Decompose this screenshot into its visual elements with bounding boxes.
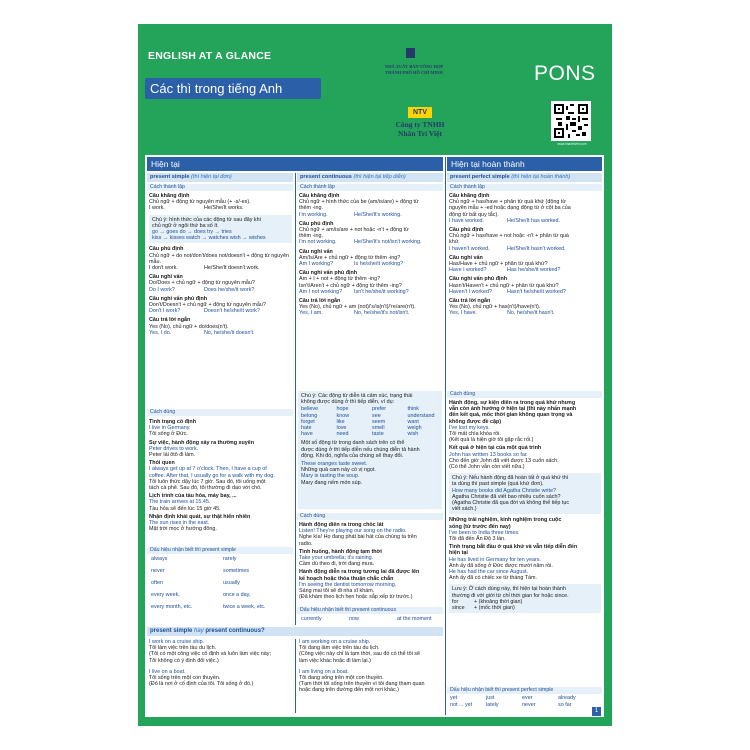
stative-verb-list (301, 406, 439, 437)
simple-use-block (149, 419, 292, 545)
perfect-note-vi2: (Agatha Christie đã qua đời và không thể tiếp tục (452, 500, 570, 507)
perfect-use1-vi1: Tôi mất chìa khóa rồi. (449, 431, 501, 438)
cont-use-label: Cách dùng (297, 513, 443, 520)
compare-l2-vi: Tôi sống trên một con thuyền. (149, 675, 221, 682)
perfect-use2-vi1: Cho đến giờ John đã viết được 13 cuốn sách. (449, 457, 559, 464)
perfect-use2-ex: John has written 13 books so far. (449, 451, 528, 458)
simple-sa-ex2: No, he/she/it doesn't. (204, 329, 255, 336)
cont-neg-desc1: Chủ ngữ + am/is/are + not hoặc -n't + động từ (299, 227, 409, 234)
simple-use3-ex2: coffee. After that, I usually go for a walk with my dog. (149, 472, 275, 479)
simple-use4-vi: Tàu hỏa sẽ đến lúc 15 giờ 45. (149, 505, 221, 512)
simple-use5-ex: The sun rises in the east. (149, 520, 210, 527)
simple-neg-examples (149, 265, 292, 271)
stative-verb: prefer (372, 406, 387, 413)
simple-aff-ex2: He/She/It works. (204, 205, 244, 212)
col-divider-2 (445, 157, 446, 715)
simple-sa-desc: Yes (No), chủ ngữ + do/does(n't). (149, 323, 229, 330)
cont-aff-desc2: thêm -ing. (299, 205, 323, 212)
past-simple-note (449, 473, 601, 514)
cont-note-line1: Chú ý: Các động từ diễn tả cảm xúc, trạng thái (301, 393, 413, 399)
cont-note-m2: được dùng ở thì tiếp diễn nếu chúng diễn tả hành (301, 446, 420, 453)
perfect-sa-ex1: Yes, I have. (449, 310, 477, 317)
signal-word: just (486, 695, 495, 701)
perfect-note-ex: How many books did Agatha Christie write? (452, 487, 556, 494)
perfect-q-ex2: Has he/she/it worked? (507, 267, 561, 274)
perfect-neg-desc1: Chủ ngữ + has/have + not hoặc -n't + phân từ quá (449, 233, 569, 240)
signal-word: always (151, 556, 168, 562)
signal-word: already (558, 695, 576, 701)
perfect-nq-ex1: Haven't I worked? (449, 288, 492, 295)
present-section-title: Hiện tại (147, 157, 443, 171)
perfect-signal-words (450, 695, 590, 709)
stative-verb: want (407, 418, 419, 425)
perfect-use3-vi: Tôi đã đến Ấn Độ 3 lần. (449, 536, 506, 543)
perfect-use4-vi2: Anh ấy đã có chiếc xe từ tháng Tám. (449, 575, 538, 582)
ntv-logo: NTV (408, 107, 432, 118)
compare-r2-note: (Tạm thời tôi sống trên thuyền vì tôi đang tham quan (299, 681, 425, 688)
perfect-signal-label: Dấu hiệu nhận biết thì present perfect simple (447, 687, 602, 694)
stative-verb: know (336, 412, 350, 419)
cont-use-block (299, 522, 442, 604)
cont-q-ex2: Is he/she/it working? (354, 261, 404, 268)
simple-use3: Thói quen (149, 460, 175, 467)
simple-sa-ex1: Yes, I do. (149, 329, 172, 336)
perfect-neg-desc2: khứ. (449, 239, 460, 246)
cont-note-m1: Một số động từ trong danh sách trên có thể (301, 440, 405, 447)
perfect-use4-ex2: He has had the car since August. (449, 569, 529, 576)
since-desc: + (mốc thời gian) (474, 605, 515, 612)
compare-header (147, 627, 443, 636)
qr-code-icon[interactable] (551, 101, 591, 141)
cont-sa-title: Câu trả lời ngắn (299, 298, 341, 305)
cont-note-vi2: Mary đang nếm món súp. (301, 479, 363, 486)
stative-verb: like (336, 418, 345, 425)
perfect-use4b: hiện tại (449, 550, 468, 557)
simple-note-row1: go → goes do → does try → tries (152, 229, 232, 236)
cont-sa-examples (299, 310, 442, 316)
perfect-nq-title: Câu nghi vấn phủ định (449, 276, 508, 283)
publisher-line1: NHÀ XUẤT BẢN TỔNG HỢP (384, 64, 444, 69)
signal-word: lately (486, 702, 499, 708)
signal-word: rarely (223, 556, 237, 562)
cont-use1-ex: Listen! They're playing our song on the radio. (299, 528, 407, 535)
perfect-note-vi3: viết sách.) (452, 506, 477, 513)
present-cont-header (297, 173, 443, 182)
simple-note-line2: chủ ngữ ở ngôi thứ ba số ít. (152, 222, 219, 229)
company-line2: Nhân Trí Việt (398, 129, 442, 138)
signal-word: not ... yet (450, 702, 473, 708)
perfect-aff-title: Câu khẳng định (449, 193, 490, 199)
perfect-aff-desc1: Chủ ngữ + has/have + phân từ quá khứ (động từ (449, 199, 566, 206)
cont-structure-label: Cách thành lập (297, 184, 443, 191)
cont-sa-ex2: No, he/she/it's not/isn't. (354, 310, 410, 317)
page-number: 1 (592, 707, 601, 716)
cont-aff-ex2: He/She/It's working. (354, 211, 402, 218)
cont-use2: Tình huống, hành động tạm thời (299, 548, 382, 555)
perfect-neg-title: Câu phủ định (449, 227, 484, 234)
stative-verb: hate (301, 425, 312, 432)
compare-divider (295, 639, 296, 713)
compare-l1-vi: Tôi làm việc trên tàu du lịch. (149, 645, 217, 652)
perfect-q-ex1: Have I worked? (449, 267, 487, 274)
compare-l2-ex: I live on a boat. (149, 668, 186, 675)
perfect-use4-vi1: Anh ấy đã sống ở Đức được mười năm rồi. (449, 562, 553, 569)
cont-q-desc: Am/Is/Are + chủ ngữ + động từ thêm -ing? (299, 254, 401, 261)
simple-note-row2: kiss → kisses watch → watches wish → wishes (152, 235, 266, 242)
signal-word: every month, etc. (151, 604, 193, 610)
compare-or: hay (194, 628, 204, 634)
signal-word: often (151, 580, 163, 586)
perfect-use3b: sống (từ trước đến nay) (449, 523, 511, 530)
present-simple-header (147, 173, 293, 182)
simple-spelling-note (149, 215, 292, 244)
simple-nq-ex2: Doesn't he/she/it work? (204, 308, 260, 315)
cont-nq-desc2: Isn't/Aren't + chủ ngữ + động từ thêm -ing? (299, 282, 402, 289)
stative-verb: think (407, 406, 419, 413)
for-since-note (449, 584, 601, 613)
compare-r2-vi: Tôi đang sống trên một con thuyền. (299, 675, 384, 682)
perfect-use1b: vẫn còn ảnh hưởng ở hiện tại (thì này nhấn mạnh (449, 406, 577, 413)
stative-verb: forget (301, 418, 315, 425)
simple-q-examples (149, 287, 292, 293)
simple-structure-label: Cách thành lập (147, 184, 293, 191)
perfect-structure-label: Cách thành lập (447, 184, 602, 191)
perfect-nq-ex2: Hasn't he/she/it worked? (507, 288, 566, 295)
perfect-note2-a: Lưu ý: Ở cách dùng này, thì hiện tại hoàn thành (452, 586, 566, 593)
perfect-q-desc: Has/Have + chủ ngữ + phân từ quá khứ? (449, 261, 548, 268)
perfect-note2-b: thường đi với giới từ chỉ thời gian for hoặc since. (452, 592, 569, 599)
simple-q-desc: Do/Does + chủ ngữ + động từ nguyên mẫu? (149, 280, 255, 287)
simple-use3-vi2: tách cà phê. Sau đó, tôi thường đi dạo với chó. (149, 485, 262, 492)
simple-aff-title: Câu khẳng định (149, 193, 190, 199)
brand-logo: PONS (534, 62, 596, 85)
cont-use2-ex: Take your umbrella; it's raining. (299, 555, 374, 562)
compare-r1-note: (Công việc này chỉ là tạm thời, sau đó có thể tôi sẽ (299, 651, 420, 658)
simple-use3-ex1: I always get up at 7 o'clock. Then, I have a cup of (149, 466, 267, 473)
signal-word: never (151, 568, 165, 574)
stative-verb: have (301, 431, 313, 438)
perfect-use1a: Hành động, sự kiện diễn ra trong quá khứ nhưng (449, 400, 576, 406)
publisher-name (378, 64, 450, 76)
simple-structure-block (149, 193, 292, 443)
cont-note-ex1: These oranges taste sweet. (301, 461, 368, 468)
cont-nq-ex2: Isn't he/she/it working? (354, 288, 409, 295)
simple-neg-title: Câu phủ định (149, 246, 184, 253)
perfect-nq-desc: Hasn't/Haven't + chủ ngữ + phân từ quá khứ? (449, 282, 559, 289)
cont-note-m3: động. Khi đó, nghĩa của chúng sẽ thay đổi. (301, 452, 404, 459)
signal-word: ever (522, 695, 533, 701)
simple-use5: Nhận định khái quát, sự thật hiển nhiên (149, 513, 251, 520)
simple-signal-words (151, 556, 291, 616)
signal-word: twice a week, etc. (223, 604, 266, 610)
perfect-use2: Kết quả ở hiện tại của một quá trình (449, 445, 542, 452)
cont-q-examples (299, 261, 442, 267)
perfect-structure-block (449, 193, 601, 389)
signal-word: at the moment (397, 616, 432, 622)
compare-r2-ex: I am living on a boat. (299, 668, 349, 675)
stative-verb: smell (372, 425, 385, 432)
signal-word: currently (301, 616, 322, 622)
signal-word: usually (223, 580, 240, 586)
cont-note-vi1: Những quả cam này có vị ngọt. (301, 467, 376, 474)
perfect-note-b: ta dùng thì past simple (quá khứ đơn). (452, 481, 544, 488)
simple-sa-examples (149, 330, 292, 336)
cont-sa-desc: Yes (No), chủ ngữ + am (not)/'s/is(n't)/'re/are(n't). (299, 304, 416, 311)
stative-verb: see (372, 412, 381, 419)
simple-signal-label: Dấu hiệu nhận biết thì present simple (147, 547, 293, 554)
cont-signal-words (301, 616, 441, 624)
present-simple-vi: (thì hiện tại đơn) (191, 174, 232, 180)
cont-neg-title: Câu phủ định (299, 220, 334, 227)
perfect-note-vi1: Agatha Christie đã viết bao nhiêu cuốn sách? (452, 493, 561, 500)
signal-word: so far (558, 702, 572, 708)
qr-caption: www.nhantriviet.com (557, 142, 587, 146)
compare-r1-vi: Tôi đang làm việc trên tàu du lịch. (299, 645, 380, 652)
perfect-use1-ex: I've lost my keys. (449, 424, 490, 431)
simple-aff-desc: Chủ ngữ + động từ nguyên mẫu (+ -s/-es). (149, 199, 251, 206)
compare-head1: present simple (150, 628, 193, 634)
cont-use1: Hành động diễn ra trong chốc lát (299, 522, 384, 528)
company-name (378, 120, 462, 138)
compare-r1-note2: làm việc khác hoặc đi làm lại.) (299, 657, 371, 664)
compare-head2: present continuous? (205, 628, 265, 634)
perfect-q-examples (449, 267, 601, 273)
cont-neg-examples (299, 239, 442, 245)
compare-l1-note: (Tôi có một công việc cố định và luôn làm việc này; (149, 651, 271, 658)
series-title: ENGLISH AT A GLANCE (148, 50, 272, 62)
cont-q-ex1: Am I working? (299, 261, 334, 268)
cont-nq-examples (299, 289, 442, 295)
cont-aff-ex1: I'm working. (299, 211, 328, 218)
simple-use1: Tình trạng cố định (149, 419, 197, 425)
cont-use3b: kế hoạch hoặc thỏa thuận chắc chắn (299, 575, 394, 582)
cont-nq-title: Câu nghi vấn phủ định (299, 270, 358, 277)
simple-nq-examples (149, 308, 292, 314)
cont-structure-block (299, 193, 442, 391)
perfect-use2-vi2: (Có thể John vẫn còn viết nữa.) (449, 464, 525, 471)
page-title: Các thì trong tiếng Anh (145, 78, 321, 99)
signal-word: never (522, 702, 536, 708)
perfect-aff-desc3: động từ bất quy tắc). (449, 211, 499, 218)
perfect-use-label: Cách dùng (447, 391, 602, 398)
publisher-line2: THÀNH PHỐ HỒ CHÍ MINH (385, 70, 443, 75)
compare-l1-ex: I work on a cruise ship. (149, 639, 205, 645)
perfect-aff-examples (449, 218, 601, 224)
cont-note-line2: không được dùng ở thì tiếp diễn, ví dụ: (301, 399, 395, 406)
cont-use3-vi2: (Đã khám theo lịch hẹn hoặc sắp xếp từ trước.) (299, 594, 413, 601)
cont-nq-desc1: Am + I + not + động từ thêm -ing? (299, 276, 381, 283)
perfect-note-a: Chú ý: Nếu hành động đã hoàn tất ở quá khứ thì (452, 475, 569, 482)
perfect-aff-ex2: He/She/It has worked. (507, 217, 561, 224)
col-divider-1 (295, 173, 296, 625)
signal-word: sometimes (223, 568, 250, 574)
perfect-use3a: Những trải nghiệm, kinh nghiệm trong cuộc (449, 517, 562, 524)
simple-nq-desc: Don't/Doesn't + chủ ngữ + động từ nguyên mẫu? (149, 302, 266, 309)
stative-verb: belong (301, 412, 318, 419)
cont-use1-vi2: radio. (299, 540, 313, 547)
stative-verb: taste (372, 431, 384, 438)
cont-signal-label: Dấu hiệu nhận biết thì present continuous (297, 607, 443, 614)
simple-sa-title: Câu trả lời ngắn (149, 317, 191, 324)
simple-use5-vi: Mặt trời mọc ở hướng đông. (149, 526, 217, 533)
company-line1: Công ty TNHH (395, 120, 445, 129)
cont-use3-ex: I'm seeing the dentist tomorrow morning. (299, 581, 397, 588)
perfect-sa-ex2: No, he/she/it hasn't. (507, 310, 555, 317)
stative-verb: seem (372, 418, 386, 425)
stative-verb: hope (336, 406, 349, 413)
perfect-use1d: không được đề cập) (449, 418, 502, 425)
stative-verb: love (336, 425, 347, 432)
simple-neg-desc: Chủ ngữ + do not/don't/does not/doesn't + động từ nguyên mẫu. (149, 252, 289, 265)
simple-aff-ex1: I work. (149, 205, 165, 212)
simple-use3-vi1: Tôi luôn thức dậy lúc 7 giờ. Sau đó, tôi uống một (149, 478, 266, 485)
perfect-header (447, 173, 602, 182)
present-cont-vi: (thì hiện tại tiếp diễn) (353, 174, 406, 180)
cont-aff-desc1: Chủ ngữ + hình thức của be (am/is/are) + động từ (299, 199, 419, 206)
compare-l1-note2: Tôi không có ý định đổi việc.) (149, 657, 219, 664)
compare-right (299, 639, 443, 715)
perfect-neg-examples (449, 246, 601, 252)
cont-nq-ex1: Am I not working? (299, 288, 343, 295)
compare-l2-note: (Đó là nơi ở cố định của tôi. Tôi sống ở đó.) (149, 681, 254, 688)
perfect-aff-desc2: nguyên mẫu + -ed hoặc dạng động từ ở cột ba của (449, 205, 571, 212)
cont-use1-vi1: Nghe kìa! Họ đang phát bài hát của chúng ta trên (299, 534, 417, 541)
simple-note-line1: Chú ý: hình thức của các động từ sau đây khi (152, 216, 261, 223)
simple-neg-ex2: He/She/It doesn't work. (204, 265, 260, 272)
compare-left (149, 639, 293, 715)
perfect-use4a: Tình trạng bắt đầu ở quá khứ và vẫn tiếp diễn đến (449, 544, 578, 551)
present-cont-name: present continuous (300, 174, 352, 180)
perfect-use-block (449, 400, 601, 700)
simple-use4-ex: The train arrives at 15.45. (149, 499, 211, 506)
simple-q-ex2: Does he/she/it work? (204, 286, 255, 293)
simple-use-label: Cách dùng (147, 409, 293, 416)
since-row (452, 605, 598, 611)
perfect-use3-ex: I've been to India three times. (449, 529, 520, 536)
simple-use2: Sự việc, hành động xảy ra thường xuyên (149, 439, 255, 446)
simple-use1-vi: Tôi sống ở Đức. (149, 431, 188, 438)
signal-word: yet (450, 695, 458, 701)
cont-sa-ex1: Yes, I am. (299, 310, 323, 317)
stative-verbs-note (298, 391, 442, 509)
cont-neg-desc2: thêm -ing. (299, 233, 323, 240)
publisher-logo-icon (406, 48, 415, 58)
perfect-nq-examples (449, 289, 601, 295)
perfect-aff-ex1: I have worked. (449, 217, 485, 224)
simple-use4: Lịch trình của tàu hỏa, máy bay, ... (149, 493, 237, 500)
simple-nq-title: Câu nghi vấn phủ định (149, 295, 208, 302)
perfect-use4-ex1: He has lived in Germany for ten years. (449, 556, 541, 563)
cont-aff-examples (299, 212, 442, 218)
perfect-sa-examples (449, 310, 601, 316)
for-label: for (452, 598, 459, 605)
perfect-sa-title: Câu trả lời ngắn (449, 298, 491, 305)
perfect-section-title: Hiện tại hoàn thành (447, 157, 602, 171)
simple-q-title: Câu nghi vấn (149, 274, 183, 281)
simple-use2-vi: Peter lái ôtô đi làm. (149, 452, 196, 459)
signal-word: every week, (151, 592, 180, 598)
perfect-neg-ex1: I haven't worked. (449, 245, 490, 252)
perfect-use1c: đến kết quả, mốc thời gian không quan trọng và (449, 412, 573, 419)
cont-neg-ex2: He/She/It's not/isn't working. (354, 239, 422, 246)
since-label: since (452, 605, 465, 612)
cont-use3a: Hành động diễn ra trong tương lai đã được lên (299, 569, 420, 576)
stative-verb: need (336, 431, 349, 438)
compare-r1-ex: I am working on a cruise ship. (299, 639, 371, 645)
stative-verb: understand (407, 412, 435, 419)
cont-q-title: Câu nghi vấn (299, 248, 333, 255)
perfect-name: present perfect simple (450, 174, 510, 180)
cont-use2-vi: Cầm dù theo đi, trời đang mưa. (299, 561, 375, 568)
perfect-neg-ex2: He/She/It hasn't worked. (507, 245, 566, 252)
cont-neg-ex1: I'm not working. (299, 239, 337, 246)
simple-use2-ex: Peter drives to work. (149, 445, 199, 452)
perfect-sa-desc: Yes (No), chủ ngữ + has(n't)/have(n't). (449, 304, 541, 311)
compare-r2-note2: hoặc đang trên đường đến một nơi khác.) (299, 687, 399, 694)
stative-verb: believe (301, 406, 319, 413)
content-panel (145, 155, 604, 717)
stative-verb: weigh (407, 425, 422, 432)
simple-neg-ex1: I don't work. (149, 265, 178, 272)
present-simple-name: present simple (150, 174, 190, 180)
cont-use3-vi1: Sáng mai tôi sẽ đi nha sĩ khám. (299, 588, 375, 595)
simple-nq-ex1: Don't I work? (149, 308, 181, 315)
perfect-vi: (thì hiện tại hoàn thành) (511, 174, 571, 180)
for-desc: + (khoảng thời gian) (474, 598, 523, 605)
perfect-q-title: Câu nghi vấn (449, 254, 483, 261)
stative-verb: wish (407, 431, 419, 438)
simple-use1-ex: I live in Germany. (149, 425, 191, 432)
signal-word: now (349, 616, 359, 622)
simple-aff-examples (149, 205, 292, 211)
perfect-use1-vi2: (Kết quả là hiện giờ tôi gặp rắc rối.) (449, 437, 534, 444)
cont-aff-title: Câu khẳng định (299, 193, 340, 199)
simple-q-ex1: Do I work? (149, 286, 175, 293)
study-sheet (138, 24, 612, 726)
cont-note-ex2: Mary is tasting the soup. (301, 473, 360, 480)
signal-word: once a day, (223, 592, 251, 598)
